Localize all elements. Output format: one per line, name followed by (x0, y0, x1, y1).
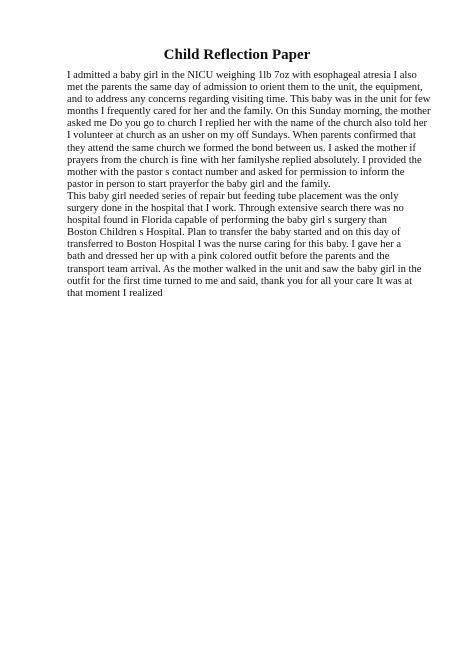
text-line: Boston Children s Hospital. Plan to transfer the baby started and on this day of (67, 227, 401, 239)
text-line: hospital found in Florida capable of performing the baby girl s surgery than (67, 215, 387, 227)
text-line: bath and dressed her up with a pink colored outfit before the parents and the (67, 251, 390, 263)
text-line: outfit for the first time turned to me and said, thank you for all your care It was at (67, 275, 413, 287)
text-line: that moment I realized (67, 287, 163, 299)
text-line: met the parents the same day of admission to orient them to the unit, the equipment, (67, 82, 423, 94)
text-line: asked me Do you go to church I replied her with the name of the church also told her (67, 118, 428, 130)
text-line: surgery done in the hospital that I work. Through extensive search there was no (67, 203, 404, 215)
text-line: transport team arrival. As the mother walked in the unit and saw the baby girl in the (67, 263, 422, 275)
text-line: months I frequently cared for her and the family. On this Sunday morning, the mother (67, 106, 431, 118)
text-line: mother with the pastor s contact number and asked for permission to inform the (67, 166, 405, 178)
text-line: prayers from the church is fine with her familyshe replied absolutely. I provided the (67, 154, 422, 166)
text-line: and to address any concerns regarding visiting time. This baby was in the unit for few (67, 94, 431, 106)
page-title: Child Reflection Paper (163, 47, 311, 63)
text-line: they attend the same church we formed the bond between us. I asked the mother if (67, 142, 416, 154)
body-text (67, 70, 447, 300)
text-line: pastor in person to start prayerfor the baby girl and the family. (67, 178, 331, 190)
text-line: I admitted a baby girl in the NICU weighing 1lb 7oz with esophageal atresia I also (67, 70, 417, 81)
text-line: transferred to Boston Hospital I was the nurse caring for this baby. I gave her a (67, 239, 402, 251)
text-line: This baby girl needed series of repair but feeding tube placement was the only (67, 190, 399, 202)
text-line: I volunteer at church as an usher on my off Sundays. When parents confirmed that (67, 130, 416, 142)
